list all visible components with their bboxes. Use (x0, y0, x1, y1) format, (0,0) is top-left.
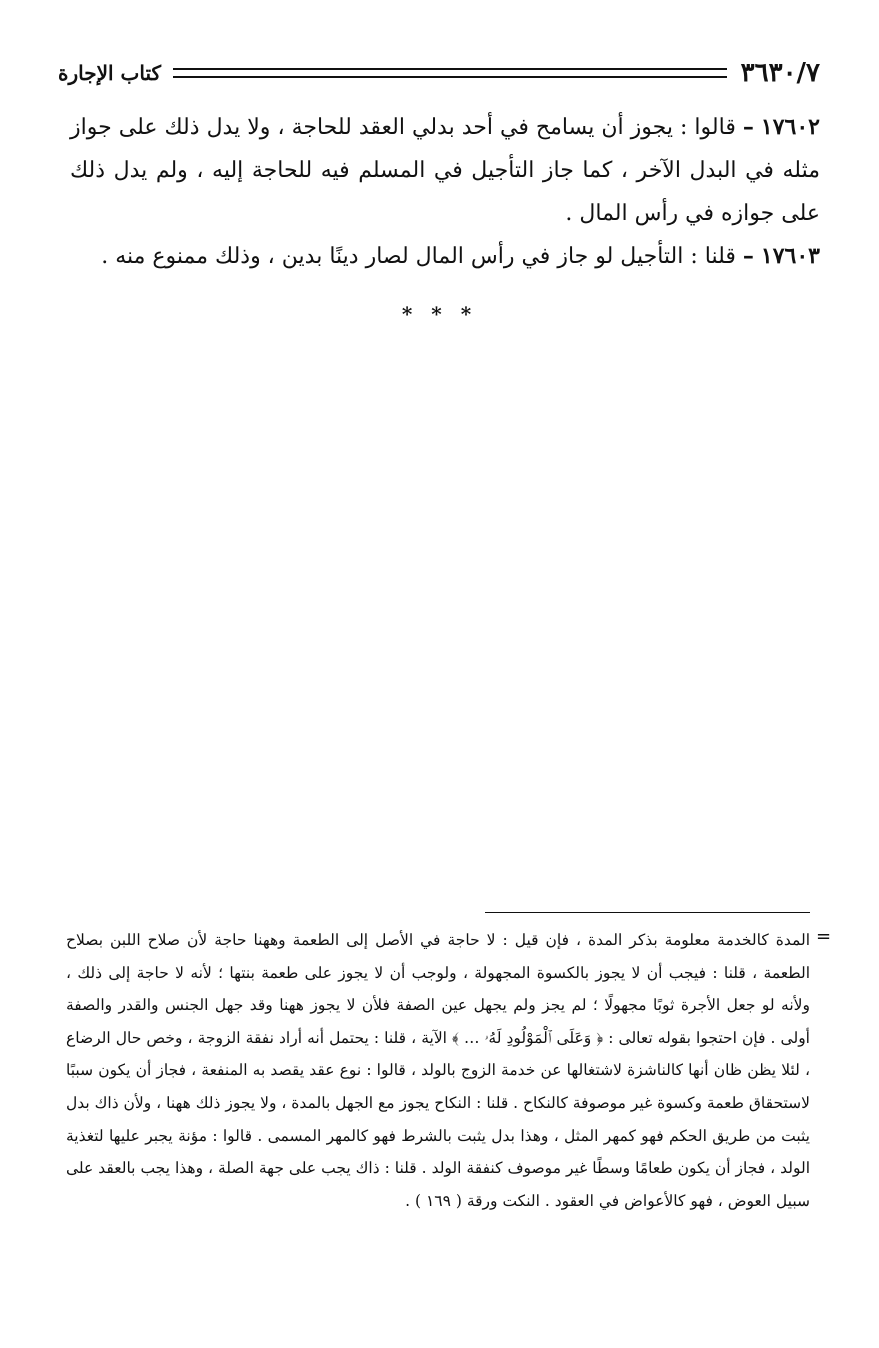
paragraph-text: قالوا : يجوز أن يسامح في أحد بدلي العقد للحاجة ، ولا يدل ذلك على جواز مثله في البدل الآخر ، كما جاز التأجيل في المسلم فيه للحاجة إليه ، ولم يدل ذلك على جوازه في رأس المال . (70, 115, 820, 226)
paragraph (70, 235, 820, 278)
paragraph-separator: – (742, 114, 754, 140)
page-number: ٣٦٣٠/٧ (740, 58, 820, 88)
paragraph-number: ١٧٦٠٢ (760, 114, 820, 140)
header-rule (173, 68, 727, 78)
footnote-rule (485, 912, 810, 913)
section-break: * * * (401, 302, 478, 326)
running-header (58, 56, 820, 90)
paragraph (70, 106, 820, 235)
footnote-text: المدة كالخدمة معلومة بذكر المدة ، فإن قيل : لا حاجة في الأصل إلى الطعمة وههنا حاجة لأن صلاح اللبن بصلاح الطعمة ، قلنا : فيجب أن لا يجوز بالكسوة المجهولة ، ولوجب أن لا يجوز على طعمة بنتها ؛ لأنه لا حاجة إلى ذلك ، ولأنه لو جعل الأجرة ثوبًا مجهولًا ؛ لم يجز ولم يجهل عين الصفة فلأن لا يجوز ههنا وقد جهل الجنس والقدر والصفة أولى . فإن احتجوا بقوله تعالى : ﴿ وَعَلَى ٱلْمَوْلُودِ لَهُۥ … ﴾ الآية ، قلنا : يحتمل أنه أراد نفقة الزوجة ، وخص حال الرضاع ، لئلا يظن ظان أنها كالناشزة لاشتغالها عن خدمة الزوج بالولد ، قالوا : نوع عقد يقصد به المنفعة ، فجاز أن يكون سببًا لاستحقاق طعمة وكسوة غير موصوفة كالنكاح . قلنا : النكاح يجوز مع الجهل بالمدة ، ولا يجوز ذلك ههنا ، ولأن ذاك بدل يثبت من طريق الحكم فهو كمهر المثل ، وهذا بدل يثبت بالشرط فهو كالمهر المسمى . قالوا : مؤنة يجبر عليها لتغذية الولد ، فجاز أن يكون طعامًا وسطًا غير موصوف كنفقة الولد . قلنا : ذاك يجب على جهة الصلة ، وهذا يجب بالعقد على سبيل العوض ، فهو كالأعواض في العقود . النكت ورقة ( ١٦٩ ) . (65, 931, 810, 1210)
paragraph-number: ١٧٦٠٣ (760, 243, 820, 269)
paragraph-separator: – (742, 243, 754, 269)
book-title: كتاب الإجارة (58, 61, 161, 85)
main-text (70, 106, 820, 278)
paragraph-text: قلنا : التأجيل لو جاز في رأس المال لصار دينًا بدين ، وذلك ممنوع منه . (101, 244, 736, 269)
footnote-continuation-marker: = (816, 926, 832, 947)
